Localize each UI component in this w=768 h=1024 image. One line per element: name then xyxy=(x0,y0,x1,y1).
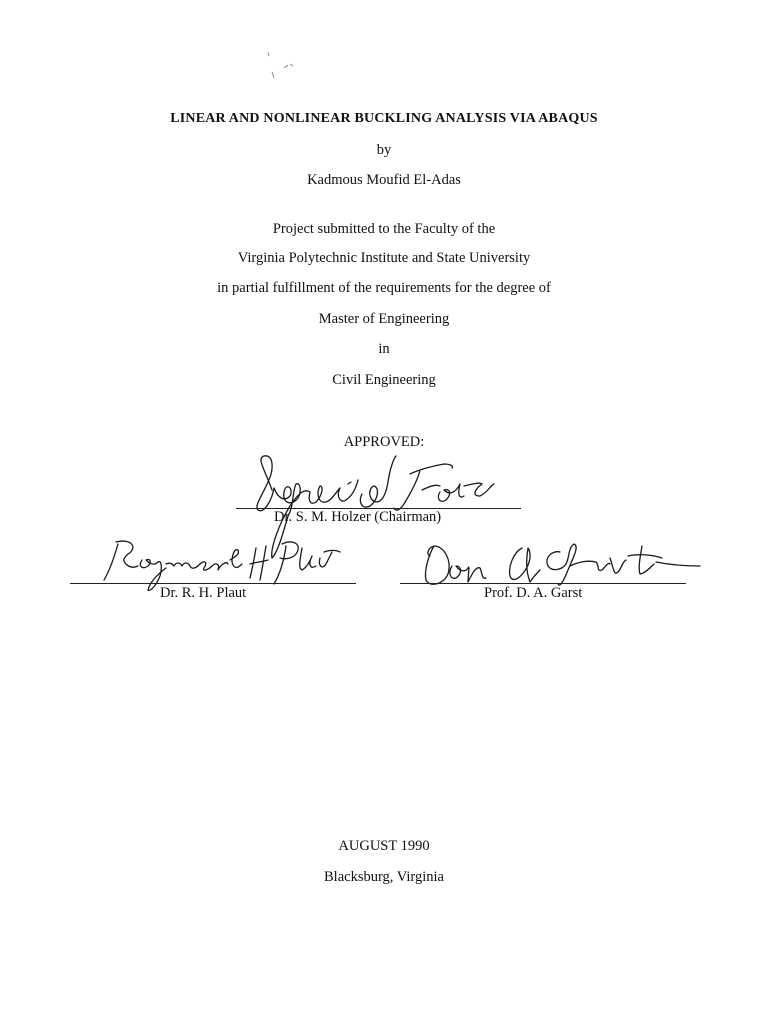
scan-speck xyxy=(262,48,302,82)
document-title: LINEAR AND NONLINEAR BUCKLING ANALYSIS VIA ABAQUS xyxy=(170,111,598,126)
chairman-name: Dr. S. M. Holzer (Chairman) xyxy=(274,509,442,525)
statement-line: in partial fulfillment of the requirements for the degree of xyxy=(217,280,551,296)
garst-name: Prof. D. A. Garst xyxy=(484,585,583,601)
plaut-name: Dr. R. H. Plaut xyxy=(160,585,247,601)
degree-name: Master of Engineering xyxy=(318,311,450,327)
by-label: by xyxy=(376,142,392,158)
author-name: Kadmous Moufid El-Adas xyxy=(307,172,461,188)
statement-line: Project submitted to the Faculty of the xyxy=(272,221,496,237)
place: Blacksburg, Virginia xyxy=(324,869,444,885)
date: AUGUST 1990 xyxy=(338,838,430,854)
statement-line: Virginia Polytechnic Institute and State University xyxy=(237,250,531,266)
approved-label: APPROVED: xyxy=(343,434,425,450)
field-name: Civil Engineering xyxy=(332,372,436,388)
statement-line: in xyxy=(378,341,390,357)
